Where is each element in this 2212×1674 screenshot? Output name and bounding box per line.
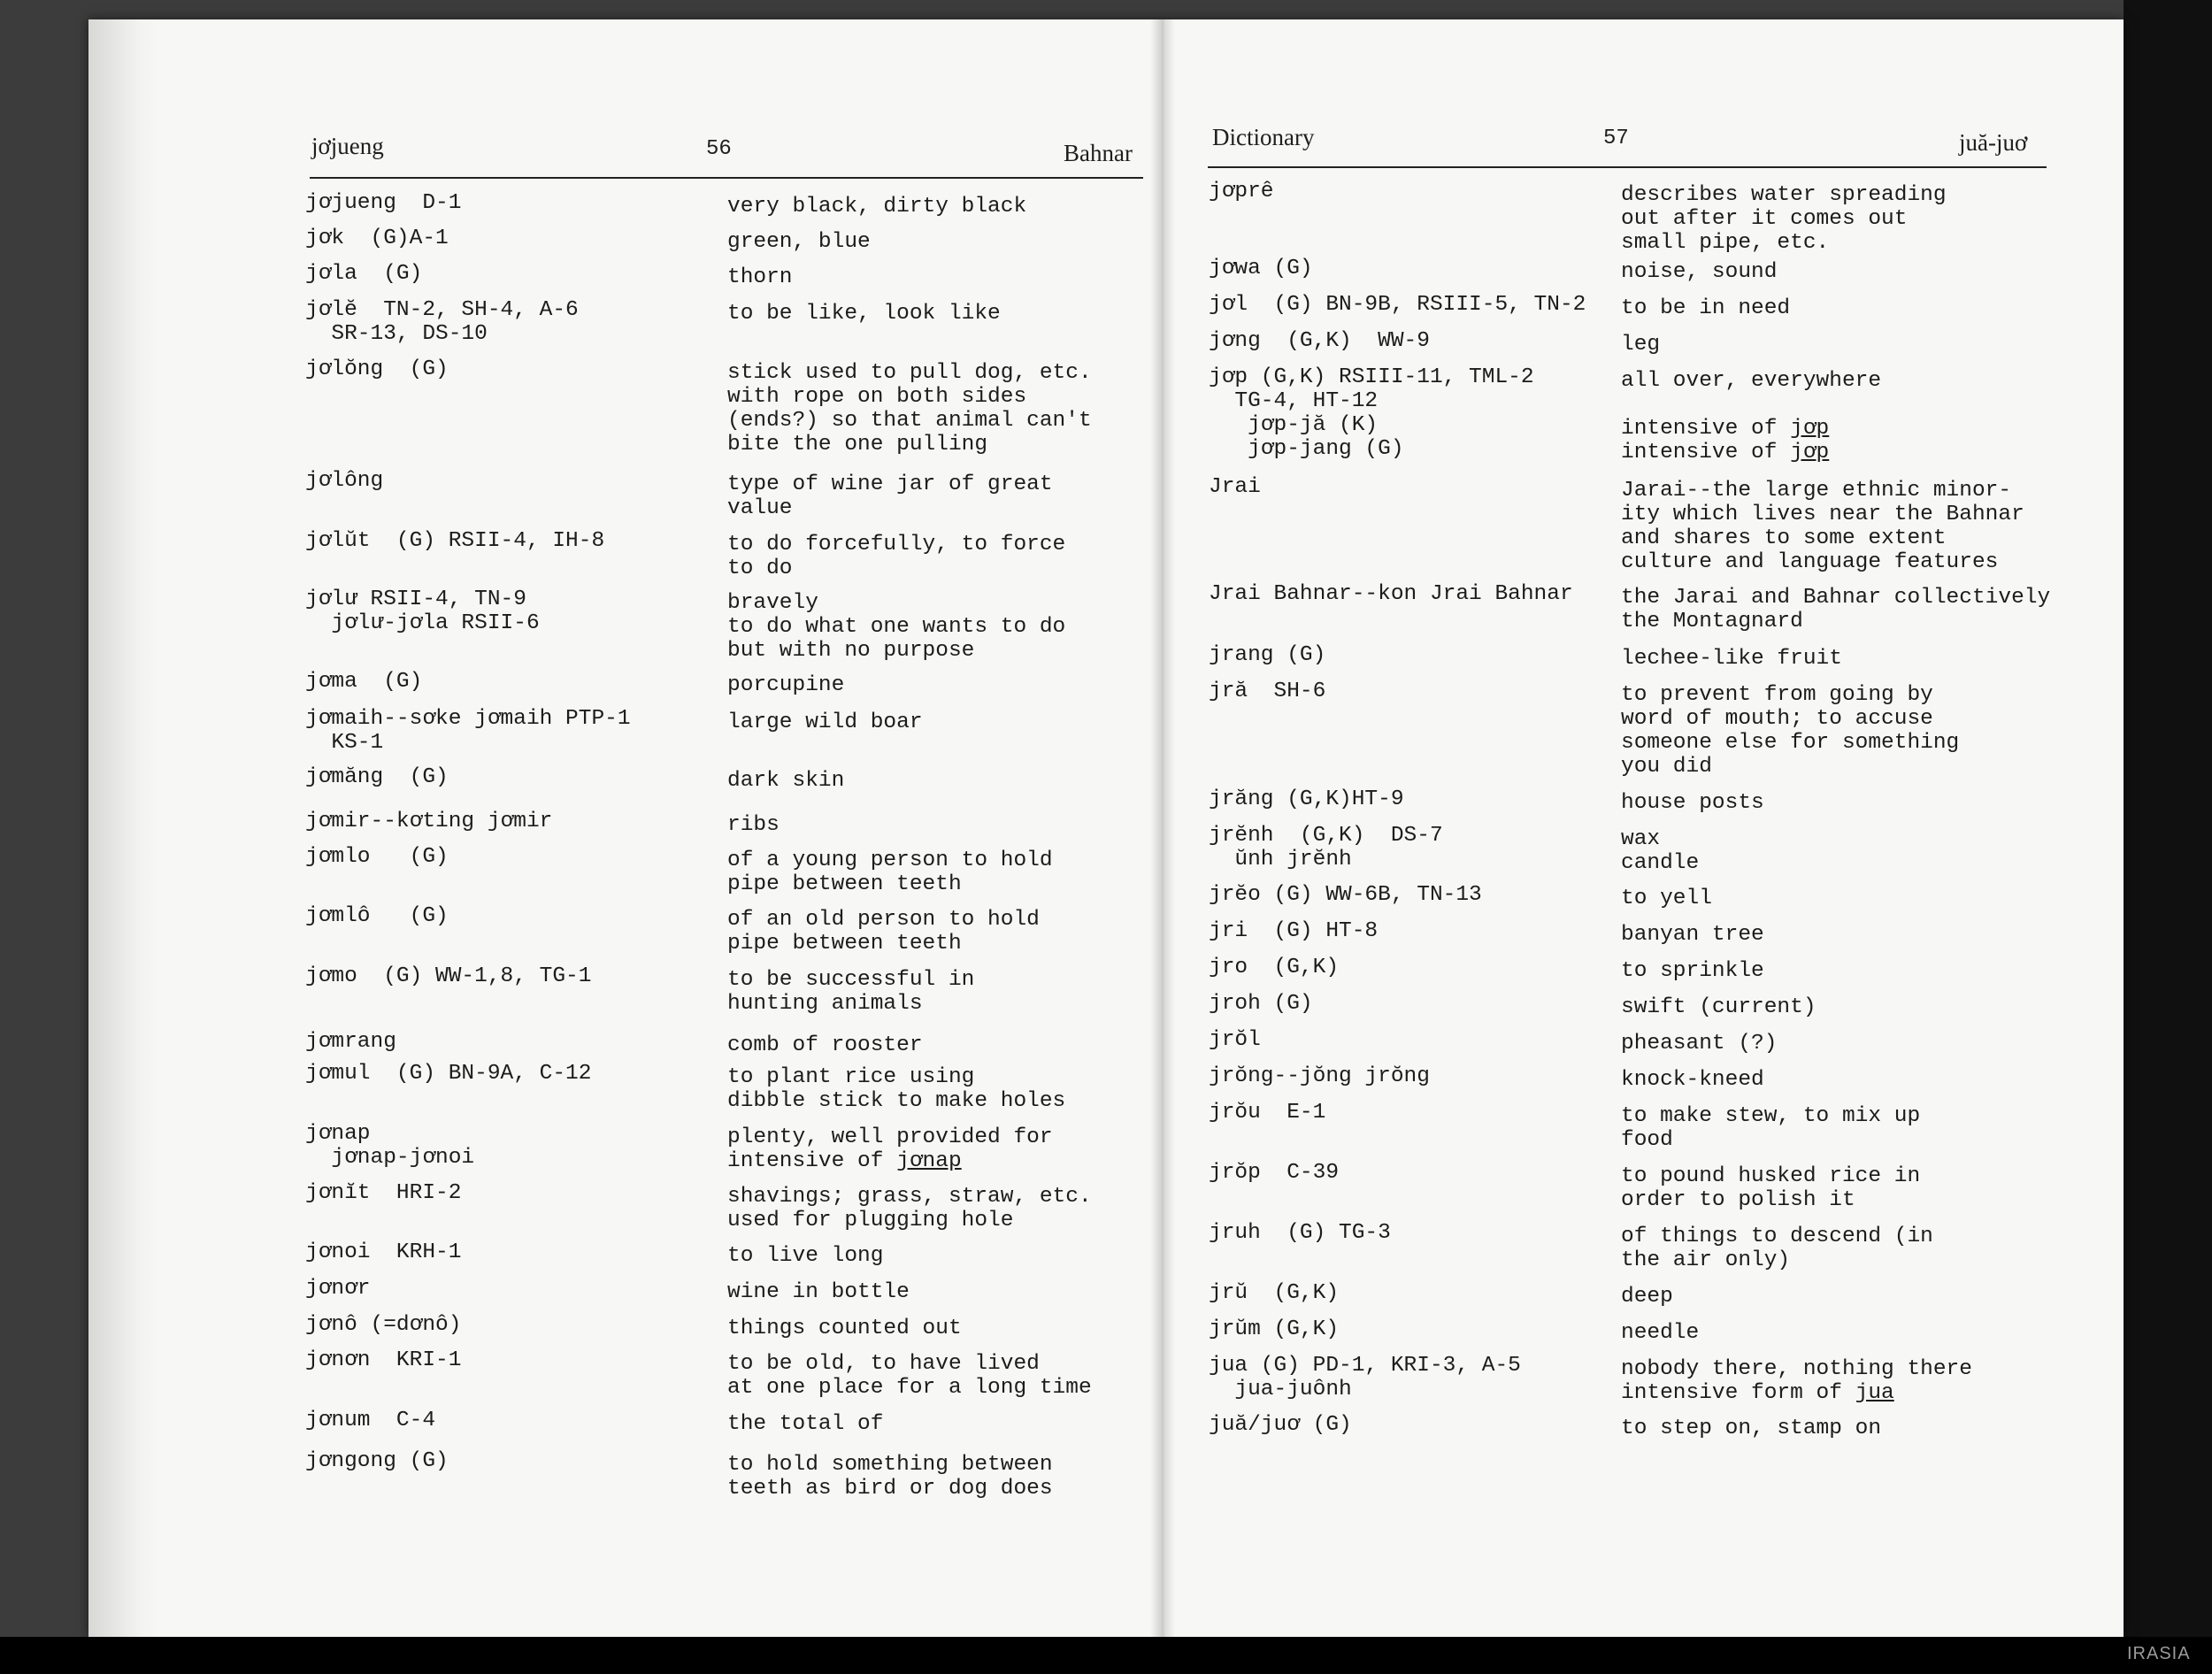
entry-gloss: all over, everywhere intensive of jơp intensive of jơp [1621, 369, 1882, 465]
entry-gloss: leg [1621, 333, 1661, 357]
left-page-title: Bahnar [1064, 140, 1133, 166]
entry-gloss: dark skin [727, 769, 845, 793]
entry-headword: jrŭm (G,K) [1209, 1317, 1340, 1341]
entry-headword: jơlông [305, 469, 384, 493]
entry-gloss: to be successful in hunting animals [727, 968, 975, 1016]
entry-headword: jrŭ (G,K) [1209, 1281, 1340, 1305]
entry-headword: jơmăng (G) [305, 765, 449, 789]
entry-headword: jơlĕ TN-2, SH-4, A-6 SR-13, DS-10 [305, 298, 579, 346]
entry-headword: jơmir--kơting jơmir [305, 810, 553, 833]
entry-gloss: ribs [727, 813, 780, 837]
entry-gloss: green, blue [727, 230, 871, 254]
entry-headword: jơnap jơnap-jơnoi [305, 1122, 475, 1170]
entry-headword: jơmaih--sơke jơmaih PTP-1 KS-1 [305, 707, 631, 755]
entry-gloss: to sprinkle [1621, 959, 1764, 983]
entry-gloss: bravely to do what one wants to do but with no purpose [727, 591, 1066, 663]
entry-gloss: the Jarai and Bahnar collectively the Montagnard [1621, 586, 2051, 634]
entry-headword: jơla (G) [305, 262, 423, 286]
entry-gloss: wax candle [1621, 827, 1700, 875]
entry-gloss: to live long [727, 1244, 884, 1268]
entry-headword: jrŏng--jŏng jrŏng [1209, 1064, 1430, 1088]
entry-gloss: thorn [727, 265, 793, 289]
entry-gloss: of things to descend (in the air only) [1621, 1225, 1933, 1272]
entry-gloss: Jarai--the large ethnic minor- ity which lives near the Bahnar and shares to some extent culture and language features [1621, 479, 2024, 574]
entry-gloss: large wild boar [727, 710, 923, 734]
cross-reference: jơp [1790, 441, 1830, 465]
entry-gloss: to make stew, to mix up food [1621, 1104, 1921, 1152]
entry-gloss: to yell [1621, 887, 1712, 910]
entry-headword: jrŏp C-39 [1209, 1161, 1340, 1185]
entry-gloss: things counted out [727, 1317, 962, 1340]
entry-gloss: lechee-like fruit [1621, 647, 1842, 671]
entry-headword: jơl (G) BN-9B, RSIII-5, TN-2 [1209, 293, 1586, 317]
background-dark-bottom [0, 1637, 2212, 1674]
entry-headword: jơnĭt HRI-2 [305, 1181, 462, 1205]
entry-headword: jro (G,K) [1209, 956, 1340, 979]
entry-gloss: porcupine [727, 673, 845, 697]
entry-gloss: stick used to pull dog, etc. with rope on both sides (ends?) so that animal can't bite the one pulling [727, 361, 1092, 457]
entry-headword: jua (G) PD-1, KRI-3, A-5 jua-juônh [1209, 1354, 1521, 1401]
background-dark-right [2124, 0, 2212, 1637]
page-edge-shadow [88, 19, 159, 1637]
entry-headword: jơnoi KRH-1 [305, 1240, 462, 1264]
book-gutter [1150, 19, 1175, 1637]
entry-headword: jơjueng D-1 [305, 191, 462, 215]
entry-gloss: needle [1621, 1321, 1700, 1345]
entry-gloss: to plant rice using dibble stick to make holes [727, 1065, 1066, 1113]
entry-gloss: shavings; grass, straw, etc. used for plugging hole [727, 1185, 1092, 1232]
entry-gloss: describes water spreading out after it comes out small pipe, etc. [1621, 183, 1947, 255]
entry-headword: jrŏl [1209, 1028, 1261, 1052]
entry-headword: jơmul (G) BN-9A, C-12 [305, 1062, 592, 1086]
left-guide-word: jơjueng [311, 133, 384, 159]
entry-gloss: to step on, stamp on [1621, 1417, 1882, 1440]
entry-headword: jroh (G) [1209, 992, 1313, 1016]
entry-headword: jơnơr [305, 1277, 371, 1301]
cross-reference: jua [1855, 1381, 1894, 1405]
right-header-rule [1208, 166, 2047, 168]
entry-gloss: of a young person to hold pipe between teeth [727, 849, 1053, 896]
entry-gloss: swift (current) [1621, 995, 1816, 1019]
entry-gloss: to be old, to have lived at one place for a long time [727, 1352, 1092, 1400]
entry-headword: jơk (G)A-1 [305, 227, 449, 250]
entry-headword: Jrai [1209, 475, 1261, 499]
entry-gloss: to hold something between teeth as bird or dog does [727, 1453, 1053, 1501]
entry-headword: jơmrang [305, 1030, 396, 1054]
entry-gloss: to be like, look like [727, 302, 1001, 326]
entry-gloss: to do forcefully, to force to do [727, 533, 1066, 580]
entry-gloss: noise, sound [1621, 260, 1778, 284]
entry-gloss: to pound husked rice in order to polish it [1621, 1164, 1921, 1212]
entry-headword: jơwa (G) [1209, 257, 1313, 280]
entry-headword: jơp (G,K) RSIII-11, TML-2 TG-4, HT-12 jơp-jă (K) jơp-jang (G) [1209, 365, 1534, 461]
entry-gloss: type of wine jar of great value [727, 472, 1053, 520]
entry-headword: jơmlô (G) [305, 904, 449, 928]
entry-gloss: nobody there, nothing there intensive form of jua [1621, 1357, 1972, 1405]
entry-headword: jơnum C-4 [305, 1409, 436, 1432]
entry-headword: jơngong (G) [305, 1449, 449, 1473]
entry-headword: jrŏu E-1 [1209, 1101, 1326, 1125]
entry-headword: jơnơn KRI-1 [305, 1348, 462, 1372]
entry-gloss: to prevent from going by word of mouth; to accuse someone else for something you did [1621, 683, 1960, 779]
entry-headword: jrĕo (G) WW-6B, TN-13 [1209, 883, 1482, 907]
cross-reference: jơp [1790, 417, 1830, 441]
entry-gloss: to be in need [1621, 296, 1791, 320]
entry-gloss: knock-kneed [1621, 1068, 1764, 1092]
left-page-number: 56 [706, 137, 732, 161]
entry-gloss: banyan tree [1621, 923, 1764, 947]
entry-headword: jơlŭt (G) RSII-4, IH-8 [305, 529, 605, 553]
entry-headword: jri (G) HT-8 [1209, 919, 1379, 943]
entry-gloss: deep [1621, 1285, 1673, 1309]
entry-gloss: the total of [727, 1412, 884, 1436]
entry-headword: jơmlo (G) [305, 845, 449, 869]
entry-headword: jơprê [1209, 180, 1274, 203]
entry-headword: jơlŏng (G) [305, 357, 449, 381]
entry-headword: Jrai Bahnar--kon Jrai Bahnar [1209, 582, 1573, 606]
entry-headword: jơng (G,K) WW-9 [1209, 329, 1430, 353]
right-guide-word: juă-juơ [1959, 129, 2028, 156]
entry-gloss: very black, dirty black [727, 195, 1027, 219]
cross-reference: jơnap [896, 1149, 962, 1173]
entry-gloss: plenty, well provided for intensive of jơnap [727, 1125, 1053, 1173]
entry-headword: jrăng (G,K)HT-9 [1209, 787, 1404, 811]
right-page-title: Dictionary [1212, 124, 1315, 150]
entry-headword: jruh (G) TG-3 [1209, 1221, 1391, 1245]
entry-gloss: of an old person to hold pipe between teeth [727, 908, 1040, 956]
entry-headword: jơma (G) [305, 670, 423, 694]
entry-gloss: pheasant (?) [1621, 1032, 1778, 1056]
entry-headword: jơmo (G) WW-1,8, TG-1 [305, 964, 592, 988]
entry-headword: jơlư RSII-4, TN-9 jơlư-jơla RSII-6 [305, 587, 540, 635]
right-page-number: 57 [1603, 127, 1629, 150]
entry-gloss: wine in bottle [727, 1280, 910, 1304]
entry-headword: jrĕnh (G,K) DS-7 ŭnh jrĕnh [1209, 824, 1443, 872]
entry-gloss: comb of rooster [727, 1033, 923, 1057]
entry-gloss: house posts [1621, 791, 1764, 815]
left-header-rule [310, 177, 1143, 179]
entry-headword: jrang (G) [1209, 643, 1326, 667]
entry-headword: juă/juơ (G) [1209, 1413, 1352, 1437]
entry-headword: jră SH-6 [1209, 680, 1326, 703]
watermark: IRASIA [2127, 1644, 2191, 1663]
entry-headword: jơnô (=dơnô) [305, 1313, 462, 1337]
